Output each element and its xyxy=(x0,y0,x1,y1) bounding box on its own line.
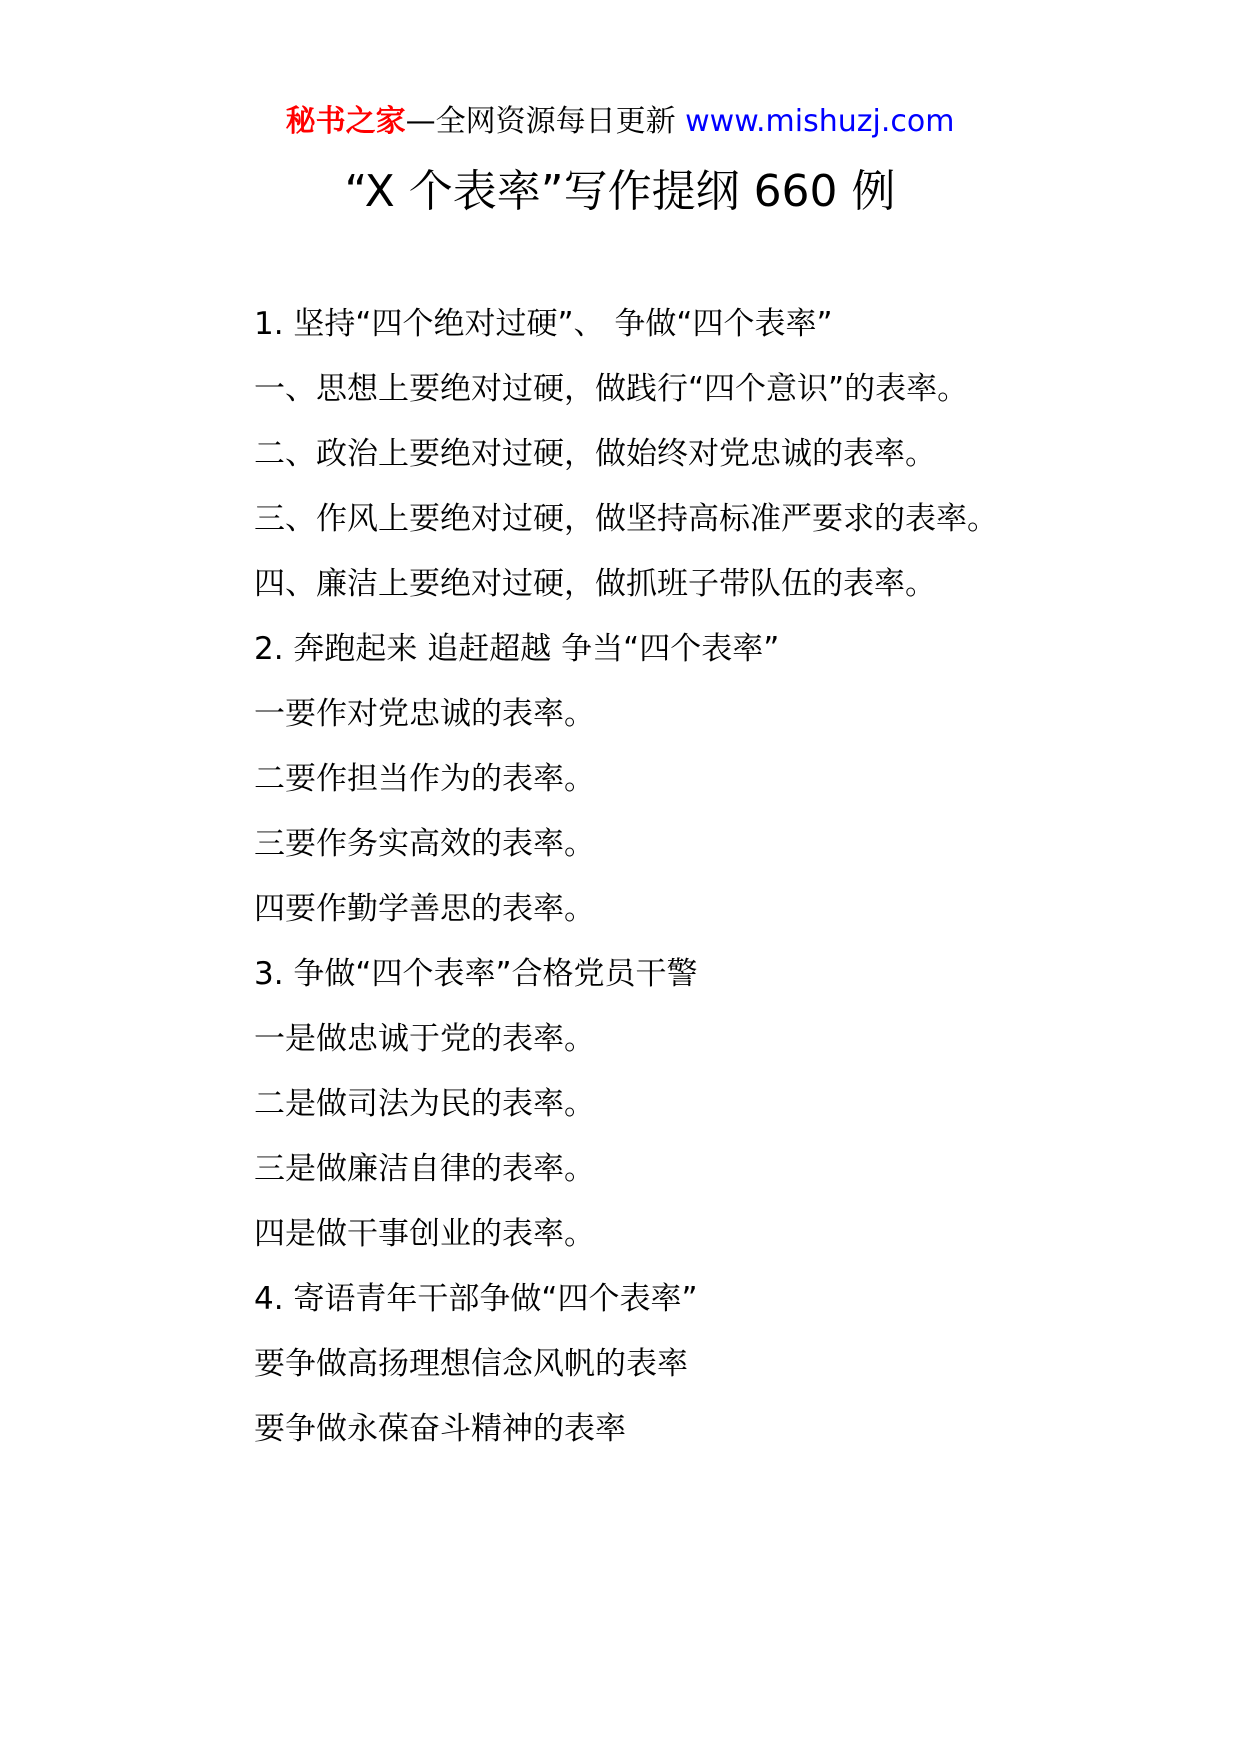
document-title: “X 个表率”写作提纲 660 例 xyxy=(344,166,896,217)
section-heading: 4. 寄语青年干部争做“四个表率” xyxy=(254,1281,698,1317)
site-brand: 秘书之家 xyxy=(285,104,406,139)
paragraph: 三、作风上要绝对过硬，做坚持高标准严要求的表率。 xyxy=(254,501,998,537)
paragraph: 二、政治上要绝对过硬，做始终对党忠诚的表率。 xyxy=(254,436,936,472)
site-url-link[interactable]: www.mishuzj.com xyxy=(685,104,955,139)
paragraph: 四是做干事创业的表率。 xyxy=(254,1216,595,1252)
paragraph: 二是做司法为民的表率。 xyxy=(254,1086,595,1122)
paragraph: 四要作勤学善思的表率。 xyxy=(254,891,595,927)
section-heading: 2. 奔跑起来 追赶超越 争当“四个表率” xyxy=(254,631,780,667)
paragraph: 一要作对党忠诚的表率。 xyxy=(254,696,595,732)
section-heading: 3. 争做“四个表率”合格党员干警 xyxy=(254,956,698,992)
paragraph: 四、廉洁上要绝对过硬，做抓班子带队伍的表率。 xyxy=(254,566,936,602)
paragraph: 二要作担当作为的表率。 xyxy=(254,761,595,797)
site-header xyxy=(0,100,1240,144)
paragraph: 三要作务实高效的表率。 xyxy=(254,826,595,862)
paragraph: 要争做永葆奋斗精神的表率 xyxy=(254,1411,626,1447)
paragraph: 一是做忠诚于党的表率。 xyxy=(254,1021,595,1057)
paragraph: 一、思想上要绝对过硬，做践行“四个意识”的表率。 xyxy=(254,371,969,407)
section-heading: 1. 坚持“四个绝对过硬”、 争做“四个表率” xyxy=(254,306,833,342)
paragraph: 要争做高扬理想信念风帆的表率 xyxy=(254,1346,688,1382)
document-body xyxy=(186,292,1056,1462)
paragraph: 三是做廉洁自律的表率。 xyxy=(254,1151,595,1187)
site-tagline: —全网资源每日更新 xyxy=(405,104,686,139)
